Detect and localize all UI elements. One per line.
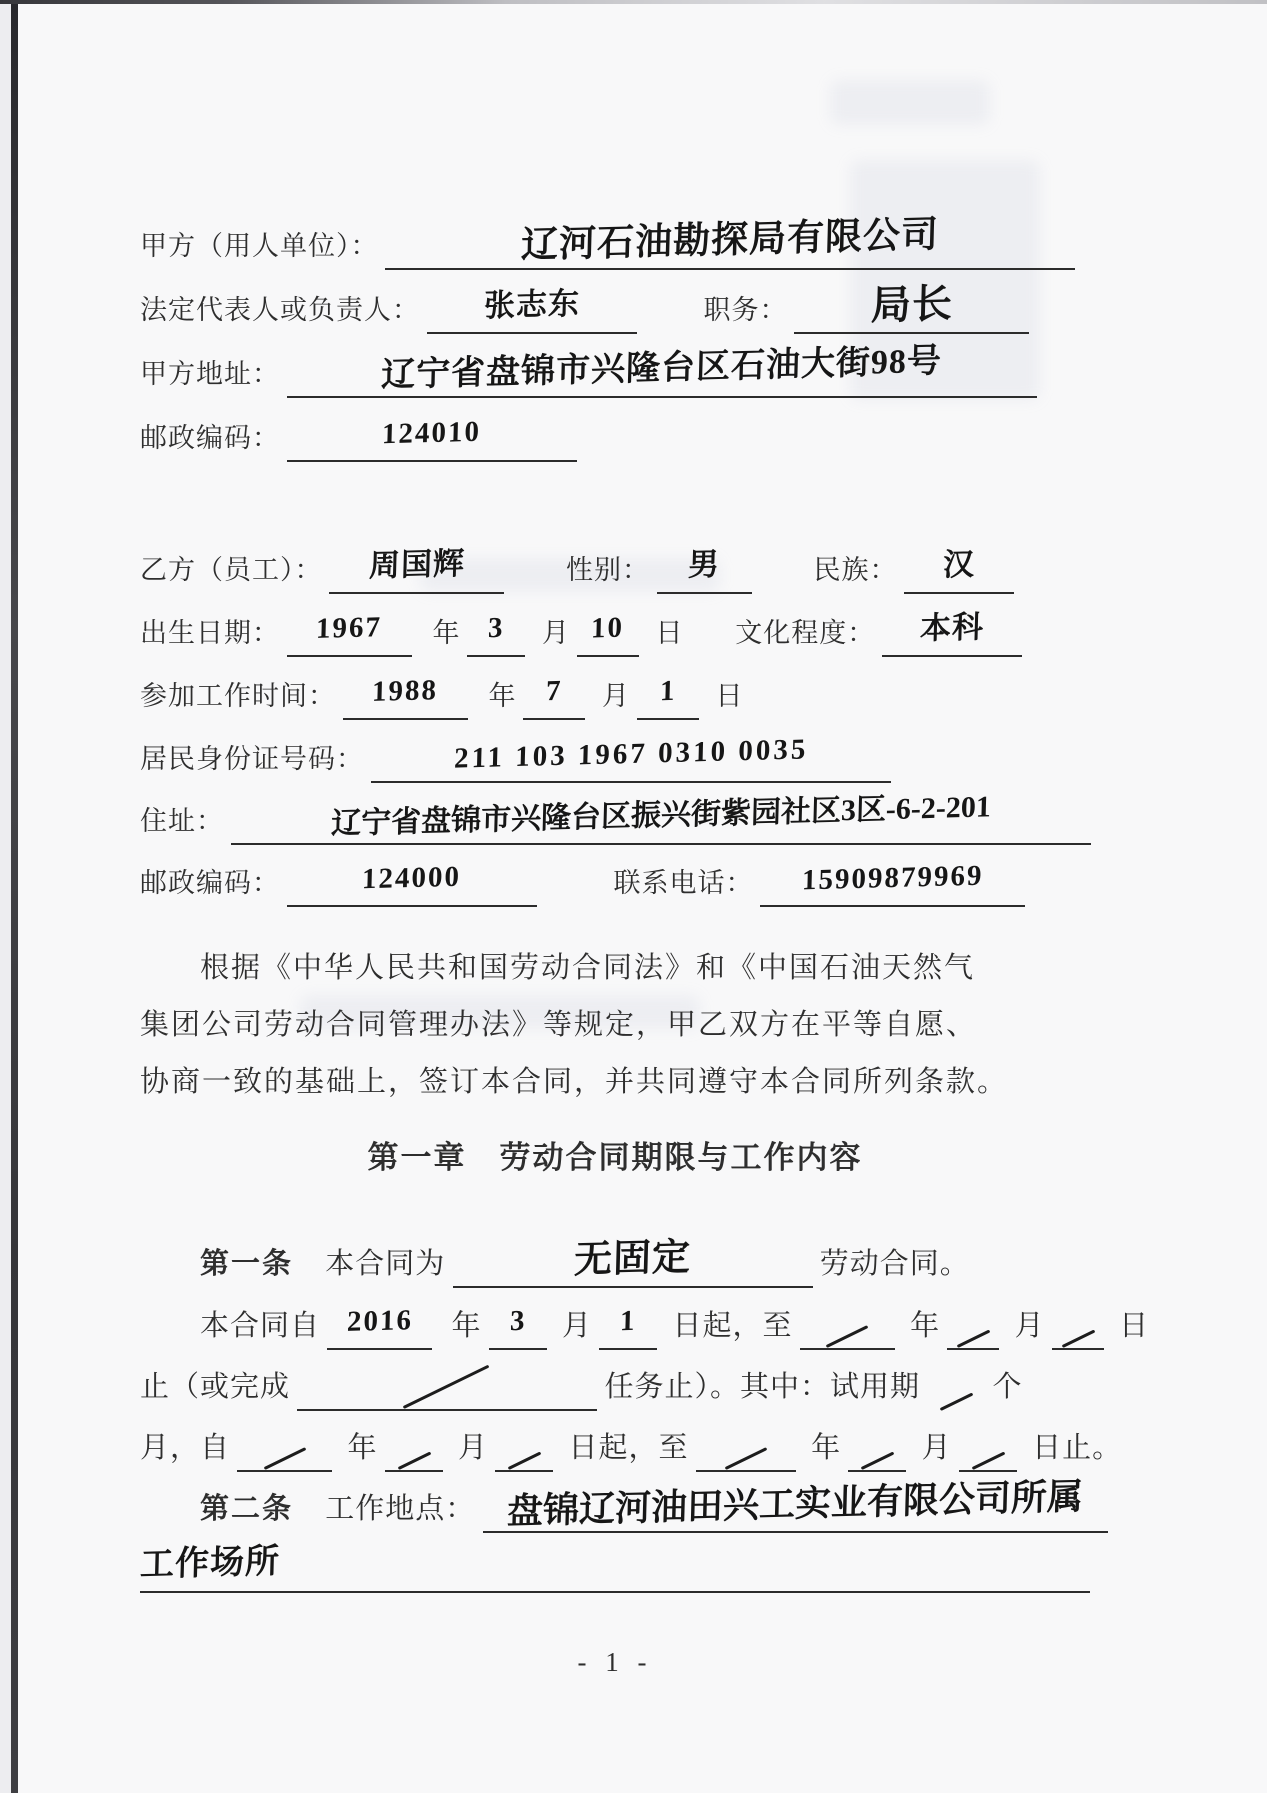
birth-month-field bbox=[467, 607, 525, 657]
gender-label: 性别： bbox=[566, 555, 650, 585]
article-1-line-4 bbox=[140, 1422, 1122, 1470]
handwritten-slash-mark bbox=[507, 1434, 541, 1470]
article-2-line-1 bbox=[200, 1476, 1108, 1532]
article-1-number: 第一条 bbox=[200, 1248, 294, 1280]
probation-start-month-field bbox=[385, 1422, 443, 1472]
probation-end-month-field bbox=[848, 1422, 906, 1472]
education-field bbox=[882, 607, 1022, 657]
contract-end-year-field bbox=[800, 1300, 895, 1350]
home-address-row bbox=[140, 790, 1091, 843]
preamble-line-3: 协商一致的基础上，签订本合同，并共同遵守本合同所列条款。 bbox=[140, 1066, 1009, 1098]
handwritten-slash-mark bbox=[971, 1434, 1005, 1470]
month-unit: 月 bbox=[921, 1432, 952, 1464]
contract-end-day-field bbox=[1052, 1300, 1104, 1350]
birth-day-field bbox=[577, 607, 639, 657]
party-a-name-label: 甲方（用人单位）： bbox=[140, 231, 379, 261]
article-1-line-3 bbox=[140, 1361, 1023, 1409]
phone-field bbox=[760, 857, 1025, 907]
work-start-month-field bbox=[523, 670, 585, 720]
probation-from-lead: 月，自 bbox=[140, 1432, 231, 1464]
party-a-postcode-handwriting: 124010 bbox=[381, 415, 482, 451]
handwritten-slash-mark bbox=[402, 1373, 492, 1409]
probation-unit: 个 bbox=[992, 1371, 1023, 1403]
phone-label: 联系电话： bbox=[613, 868, 754, 898]
ethnic-label: 民族： bbox=[813, 555, 898, 585]
home-address-field bbox=[231, 790, 1091, 845]
year-unit: 年 bbox=[451, 1310, 482, 1342]
birth-date-label: 出生日期： bbox=[140, 618, 280, 648]
work-start-month-handwriting: 7 bbox=[545, 674, 563, 708]
year-unit: 年 bbox=[910, 1310, 941, 1342]
party-b-name-field bbox=[329, 544, 504, 594]
party-a-name-field bbox=[385, 214, 1075, 270]
handwritten-slash-mark bbox=[860, 1434, 894, 1470]
party-a-postcode-row bbox=[140, 412, 577, 460]
birth-year-handwriting: 1967 bbox=[315, 611, 383, 645]
party-b-name-label: 乙方（员工）： bbox=[140, 555, 323, 585]
year-unit: 年 bbox=[432, 618, 461, 648]
handwritten-slash-mark bbox=[956, 1312, 990, 1348]
probation-text: 任务止）。其中：试用期 bbox=[604, 1371, 921, 1403]
work-location-field-continued bbox=[140, 1543, 1090, 1593]
probation-end-day-field bbox=[959, 1422, 1017, 1472]
party-b-postcode-field bbox=[287, 857, 537, 907]
handwritten-slash-mark bbox=[263, 1434, 307, 1470]
preamble-line-2: 集团公司劳动合同管理办法》等规定，甲乙双方在平等自愿、 bbox=[140, 1009, 978, 1041]
party-a-address-row bbox=[140, 342, 1037, 396]
party-b-postcode-handwriting: 124000 bbox=[361, 860, 462, 896]
birth-month-handwriting: 3 bbox=[487, 611, 505, 645]
scan-left-edge-shadow bbox=[11, 0, 18, 1793]
article-1-lead: 本合同为 bbox=[325, 1248, 446, 1280]
party-a-name-handwriting: 辽河石油勘探局有限公司 bbox=[520, 214, 940, 267]
contract-start-year-field bbox=[327, 1300, 432, 1350]
month-unit: 月 bbox=[562, 1310, 593, 1342]
work-location-field bbox=[483, 1476, 1108, 1533]
work-start-year-handwriting: 1988 bbox=[371, 674, 439, 708]
party-a-postcode-label: 邮政编码： bbox=[140, 423, 280, 453]
contract-type-handwriting: 无固定 bbox=[573, 1236, 692, 1282]
birth-day-handwriting: 10 bbox=[590, 611, 625, 645]
probation-length-field bbox=[927, 1363, 985, 1411]
article-1-line-2 bbox=[200, 1300, 1149, 1348]
work-location-handwriting-line1: 盘锦辽河油田兴工实业有限公司所属 bbox=[506, 1476, 1084, 1532]
task-lead: 止（或完成 bbox=[140, 1371, 291, 1403]
birth-date-row bbox=[140, 607, 1022, 655]
page-number: - 1 - bbox=[577, 1647, 653, 1677]
contract-start-month-field bbox=[489, 1300, 547, 1350]
work-start-day-field bbox=[637, 670, 699, 720]
party-a-postcode-field bbox=[287, 412, 577, 462]
work-location-handwriting-line2: 工作场所 bbox=[139, 1543, 281, 1584]
birth-year-field bbox=[287, 607, 412, 657]
article-1-line-1 bbox=[200, 1238, 970, 1286]
id-number-handwriting: 211 103 1967 0310 0035 bbox=[453, 733, 809, 775]
article-2-number: 第二条 bbox=[200, 1493, 294, 1525]
party-a-rep-label: 法定代表人或负责人： bbox=[140, 295, 420, 325]
bleed-through-artifact bbox=[830, 80, 990, 125]
contract-type-field bbox=[453, 1238, 813, 1288]
education-handwriting: 本科 bbox=[919, 609, 985, 646]
probation-end-year-field bbox=[696, 1422, 796, 1472]
party-a-rep-field bbox=[427, 284, 637, 334]
gender-handwriting: 男 bbox=[687, 546, 721, 583]
handwritten-slash-mark bbox=[939, 1375, 973, 1411]
party-a-title-handwriting: 局长 bbox=[870, 280, 954, 329]
article-1-tail: 劳动合同。 bbox=[819, 1248, 970, 1280]
id-number-label: 居民身份证号码： bbox=[140, 744, 364, 774]
party-a-title-label: 职务： bbox=[703, 295, 788, 325]
handwritten-slash-mark bbox=[825, 1312, 869, 1348]
party-b-name-handwriting: 周国辉 bbox=[368, 545, 466, 584]
chapter-1-title: 第一章 劳动合同期限与工作内容 bbox=[367, 1140, 863, 1175]
contract-end-month-field bbox=[947, 1300, 999, 1350]
day-from-unit: 日起，至 bbox=[568, 1432, 689, 1464]
probation-start-day-field bbox=[495, 1422, 553, 1472]
article-2-line-2 bbox=[140, 1543, 1090, 1591]
party-a-rep-handwriting: 张志东 bbox=[483, 285, 581, 324]
work-start-day-handwriting: 1 bbox=[659, 674, 677, 708]
year-unit: 年 bbox=[347, 1432, 378, 1464]
day-unit: 日 bbox=[655, 618, 684, 648]
home-address-label: 住址： bbox=[140, 806, 224, 836]
contract-start-lead: 本合同自 bbox=[200, 1310, 321, 1342]
party-a-address-field bbox=[287, 342, 1037, 398]
handwritten-slash-mark bbox=[397, 1434, 431, 1470]
contract-start-day-handwriting: 1 bbox=[619, 1304, 637, 1338]
party-a-address-handwriting: 辽宁省盘锦市兴隆台区石油大街98号 bbox=[380, 342, 943, 395]
party-b-postcode-label: 邮政编码： bbox=[140, 868, 280, 898]
task-field bbox=[297, 1361, 597, 1411]
year-unit: 年 bbox=[811, 1432, 842, 1464]
party-b-name-row bbox=[140, 544, 1014, 592]
year-unit: 年 bbox=[488, 681, 517, 711]
contract-start-month-handwriting: 3 bbox=[509, 1304, 527, 1338]
work-location-label: 工作地点： bbox=[325, 1493, 476, 1525]
month-unit: 月 bbox=[602, 681, 630, 711]
gender-field bbox=[657, 544, 752, 594]
party-a-title-field bbox=[794, 280, 1029, 334]
contract-start-year-handwriting: 2016 bbox=[346, 1304, 414, 1338]
id-number-row bbox=[140, 733, 891, 781]
work-start-year-field bbox=[343, 670, 468, 720]
day-end-unit: 日止。 bbox=[1032, 1432, 1123, 1464]
scan-top-edge-shadow bbox=[0, 0, 1267, 4]
month-unit: 月 bbox=[542, 618, 570, 648]
day-unit: 日 bbox=[1119, 1310, 1150, 1342]
handwritten-slash-mark bbox=[1061, 1312, 1095, 1348]
handwritten-slash-mark bbox=[724, 1434, 768, 1470]
work-start-label: 参加工作时间： bbox=[140, 681, 336, 711]
home-address-handwriting: 辽宁省盘锦市兴隆台区振兴街紫园社区3区-6-2-201 bbox=[330, 790, 992, 841]
scan-left-margin bbox=[0, 0, 11, 1793]
party-a-address-label: 甲方地址： bbox=[140, 359, 280, 389]
work-start-row bbox=[140, 670, 744, 718]
id-number-field bbox=[371, 733, 891, 783]
party-b-postcode-row bbox=[140, 857, 1025, 905]
ethnic-field bbox=[904, 544, 1014, 594]
month-unit: 月 bbox=[1014, 1310, 1045, 1342]
phone-handwriting: 15909879969 bbox=[801, 859, 984, 897]
education-label: 文化程度： bbox=[735, 618, 876, 648]
party-a-name-row bbox=[140, 214, 1075, 268]
ethnic-handwriting: 汉 bbox=[942, 546, 976, 583]
month-unit: 月 bbox=[458, 1432, 489, 1464]
preamble-line-1: 根据《中华人民共和国劳动合同法》和《中国石油天然气 bbox=[200, 952, 976, 984]
probation-start-year-field bbox=[237, 1422, 332, 1472]
day-unit: 日 bbox=[715, 681, 744, 711]
day-from-unit: 日起，至 bbox=[672, 1310, 793, 1342]
party-a-rep-row bbox=[140, 280, 1029, 332]
contract-start-day-field bbox=[599, 1300, 657, 1350]
